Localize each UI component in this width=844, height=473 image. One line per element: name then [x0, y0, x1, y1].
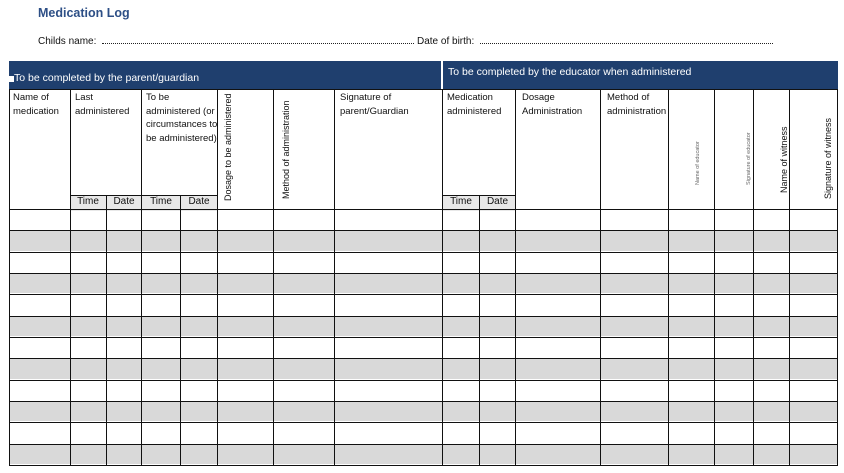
- table-row[interactable]: [9, 209, 838, 230]
- subheader-last-date: Date: [107, 195, 141, 211]
- table-row[interactable]: [9, 401, 838, 422]
- parent-section-label: To be completed by the parent/guardian: [14, 72, 200, 84]
- subheader-admin-time: Time: [443, 195, 479, 211]
- childs-name-label: Childs name:: [38, 36, 97, 47]
- childs-name-line: [38, 34, 414, 47]
- header-method-of-administration: Method of administration: [281, 100, 291, 199]
- table-row-line: [9, 89, 838, 90]
- childs-name-field[interactable]: [102, 34, 414, 44]
- header-last-administered: Last administered: [75, 92, 130, 117]
- table-row[interactable]: [9, 294, 838, 315]
- table-row[interactable]: [9, 252, 838, 273]
- subheader-last-time: Time: [70, 195, 106, 211]
- educator-section-label: To be completed by the educator when administered: [448, 66, 692, 78]
- header-method-of-administration-2: Method of administration: [607, 92, 667, 117]
- parent-section-band: [9, 61, 441, 89]
- subheader-admin-date: Date: [480, 195, 515, 211]
- table-row[interactable]: [9, 337, 838, 358]
- table-row[interactable]: [9, 444, 838, 465]
- header-medication-administered: Medication administered: [447, 92, 502, 117]
- table-row[interactable]: [9, 230, 838, 251]
- table-row[interactable]: [9, 316, 838, 337]
- header-signature-of-educator: Signature of educator: [746, 132, 752, 185]
- header-signature-of-witness: Signature of witness: [823, 117, 833, 199]
- table-row[interactable]: [9, 358, 838, 379]
- header-name-of-educator: Name of educator: [695, 141, 701, 185]
- dob-field[interactable]: [480, 34, 773, 44]
- header-dosage-administration: Dosage Administration: [522, 92, 583, 117]
- page-title: Medication Log: [38, 6, 130, 20]
- medication-log-table: [9, 89, 838, 465]
- dob-line: [417, 34, 773, 47]
- table-row[interactable]: [9, 422, 838, 443]
- header-name-of-witness: Name of witness: [779, 126, 789, 193]
- subheader-tobe-date: Date: [181, 195, 217, 211]
- subheader-tobe-time: Time: [142, 195, 180, 211]
- header-signature-parent: Signature of parent/Guardian: [340, 92, 409, 117]
- header-to-be-administered: To be administered (or circumstances to be administered): [146, 92, 218, 144]
- dob-label: Date of birth:: [417, 36, 475, 47]
- table-row-line: [9, 465, 838, 466]
- educator-section-band: [443, 61, 838, 89]
- header-name-of-medication: Name of medication: [13, 92, 59, 117]
- table-row[interactable]: [9, 380, 838, 401]
- table-row[interactable]: [9, 273, 838, 294]
- header-dosage-to-be-administered: Dosage to be administered: [223, 93, 233, 201]
